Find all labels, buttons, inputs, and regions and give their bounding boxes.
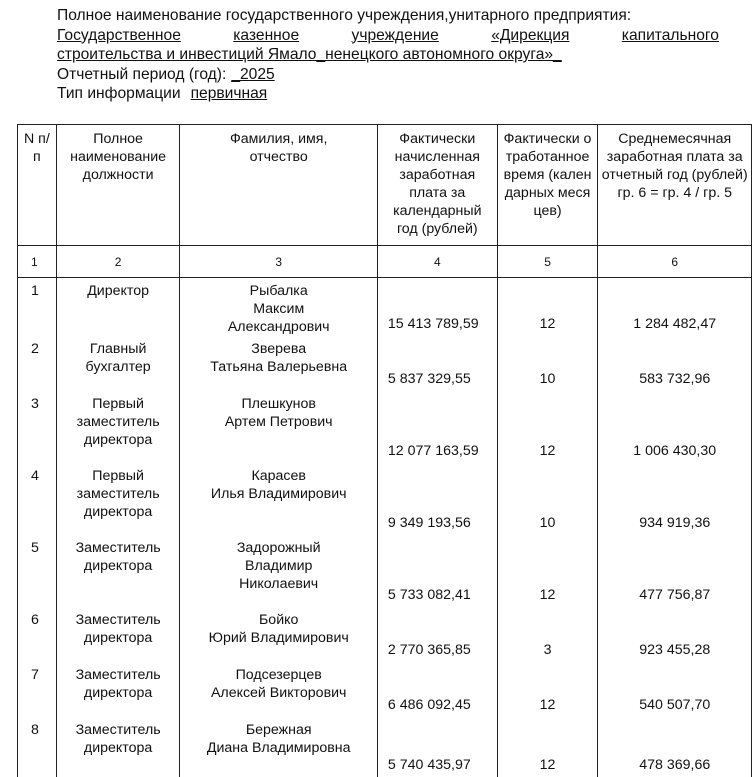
name-cell-text: Плешкунов (241, 396, 315, 412)
salary-cell (377, 535, 497, 607)
header-line-2 (57, 26, 719, 46)
average-cell (598, 662, 752, 717)
average-cell-text: 478 369,66 (639, 757, 710, 773)
average-cell-text: 934 919,36 (639, 515, 710, 531)
row-number (18, 607, 57, 662)
position-cell-text: директора (84, 558, 152, 574)
column-number: 5 (497, 246, 598, 278)
column-header-months: Фактически отработанное время (календарных месяцев) (497, 125, 598, 246)
position-cell-text: Директор (87, 283, 149, 299)
header-word: Государственное (57, 26, 181, 46)
average-cell-text: 583 732,96 (639, 371, 710, 387)
period-label: Отчетный период (год): (57, 66, 226, 83)
name-cell-text: Бережная (246, 722, 312, 738)
salary-cell-text: 5 733 082,41 (388, 587, 471, 603)
months-cell (497, 535, 598, 607)
column-numbers-row (18, 246, 752, 278)
period-value: _2025 (231, 66, 274, 83)
months-cell-text: 12 (540, 316, 556, 332)
salary-cell (377, 717, 497, 777)
position-cell-text: Заместитель (76, 612, 161, 628)
name-cell-text: Николаевич (239, 576, 318, 592)
position-cell-text: директора (84, 504, 152, 520)
name-cell (180, 535, 377, 607)
position-cell-text: заместитель (77, 486, 160, 502)
position-cell (56, 463, 180, 535)
header-word: учреждение (352, 26, 439, 46)
months-cell-text: 3 (544, 642, 552, 658)
salary-cell (377, 278, 497, 337)
table-row (18, 535, 752, 607)
header-line-1: Полное наименование государственного учреждения,унитарного предприятия: (57, 6, 719, 26)
salary-table (17, 124, 752, 777)
info-type (57, 84, 719, 104)
header-word: капитального (622, 26, 719, 46)
average-cell (598, 607, 752, 662)
name-cell-text: Диана Владимировна (207, 740, 351, 756)
table-row (18, 463, 752, 535)
salary-cell (377, 391, 497, 463)
salary-cell-text: 5 740 435,97 (388, 757, 471, 773)
name-cell (180, 717, 377, 777)
name-cell (180, 278, 377, 337)
position-cell (56, 336, 180, 391)
row-number-text: 1 (31, 283, 39, 299)
average-cell (598, 391, 752, 463)
column-header-n: N п/п (18, 125, 57, 246)
row-number (18, 463, 57, 535)
name-cell-text: Владимир (245, 558, 312, 574)
name-cell-text: Зверева (251, 341, 306, 357)
column-number: 2 (56, 246, 180, 278)
position-cell-text: Заместитель (76, 540, 161, 556)
name-cell-text: Татьяна Валерьевна (210, 359, 347, 375)
name-cell-text: Илья Владимирович (211, 486, 347, 502)
row-number-text: 6 (31, 612, 39, 628)
name-cell-text: Бойко (259, 612, 298, 628)
table-row (18, 336, 752, 391)
name-cell-text: Задорожный (237, 540, 321, 556)
header-word: «Дирекция (491, 26, 569, 46)
months-cell (497, 278, 598, 337)
months-cell-text: 12 (540, 587, 556, 603)
position-cell-text: Заместитель (76, 722, 161, 738)
header-word: казенное (233, 26, 299, 46)
position-cell (56, 607, 180, 662)
months-cell-text: 12 (540, 757, 556, 773)
row-number (18, 336, 57, 391)
average-cell (598, 463, 752, 535)
position-cell-text: директора (84, 685, 152, 701)
salary-cell-text: 15 413 789,59 (388, 316, 479, 332)
position-cell (56, 278, 180, 337)
column-number: 4 (377, 246, 497, 278)
position-cell (56, 662, 180, 717)
average-cell (598, 535, 752, 607)
row-number-text: 8 (31, 722, 39, 738)
position-cell-text: бухгалтер (86, 359, 151, 375)
row-number (18, 278, 57, 337)
position-cell-text: Главный (90, 341, 147, 357)
table-row (18, 278, 752, 337)
table-row (18, 662, 752, 717)
row-number-text: 3 (31, 396, 39, 412)
name-cell (180, 463, 377, 535)
months-cell-text: 12 (540, 697, 556, 713)
name-cell-text: Карасев (251, 468, 305, 484)
info-value: первичная (191, 85, 268, 102)
header-line-3: строительства и инвестиций Ямало_ненецкого автономного округа»_ (57, 45, 719, 65)
months-cell-text: 12 (540, 443, 556, 459)
salary-cell (377, 463, 497, 535)
table-row (18, 607, 752, 662)
row-number-text: 2 (31, 341, 39, 357)
salary-cell (377, 607, 497, 662)
row-number (18, 717, 57, 777)
average-cell-text: 540 507,70 (639, 697, 710, 713)
column-header-name: Фамилия, имя, отчество (180, 125, 377, 246)
months-cell (497, 463, 598, 535)
row-number (18, 662, 57, 717)
name-cell-text: Алексей Викторович (211, 685, 346, 701)
row-number-text: 7 (31, 667, 39, 683)
position-cell-text: заместитель (77, 414, 160, 430)
name-cell (180, 607, 377, 662)
position-cell-text: директора (84, 740, 152, 756)
name-cell-text: Артем Петрович (225, 414, 333, 430)
salary-cell (377, 336, 497, 391)
average-cell-text: 477 756,87 (639, 587, 710, 603)
column-number: 1 (18, 246, 57, 278)
position-cell (56, 717, 180, 777)
table-body (18, 278, 752, 777)
row-number (18, 391, 57, 463)
salary-cell-text: 5 837 329,55 (388, 371, 471, 387)
salary-cell-text: 6 486 092,45 (388, 697, 471, 713)
column-number: 6 (598, 246, 752, 278)
position-cell-text: Заместитель (76, 667, 161, 683)
months-cell-text: 10 (540, 515, 556, 531)
name-cell (180, 662, 377, 717)
salary-cell-text: 9 349 193,56 (388, 515, 471, 531)
name-cell-text: Максим (253, 301, 304, 317)
row-number-text: 5 (31, 540, 39, 556)
average-cell (598, 336, 752, 391)
name-cell (180, 391, 377, 463)
salary-cell-text: 2 770 365,85 (388, 642, 471, 658)
average-cell-text: 1 006 430,30 (633, 443, 716, 459)
reporting-period (57, 65, 719, 85)
info-label: Тип информации (57, 85, 181, 102)
position-cell-text: директора (84, 432, 152, 448)
position-cell-text: Первый (92, 396, 144, 412)
column-header-average: Среднемесячная заработная плата за отчетный год (рублей) гр. 6 = гр. 4 / гр. 5 (598, 125, 752, 246)
months-cell (497, 391, 598, 463)
average-cell (598, 717, 752, 777)
salary-cell-text: 12 077 163,59 (388, 443, 479, 459)
average-cell-text: 923 455,28 (639, 642, 710, 658)
position-cell (56, 391, 180, 463)
position-cell-text: директора (84, 630, 152, 646)
months-cell (497, 717, 598, 777)
document-header (57, 6, 719, 104)
name-cell-text: Подсезерцев (236, 667, 322, 683)
table-row (18, 717, 752, 777)
column-header-position: Полное наименование должности (56, 125, 180, 246)
average-cell-text: 1 284 482,47 (633, 316, 716, 332)
table-header-row (18, 125, 752, 246)
position-cell (56, 535, 180, 607)
name-cell-text: Юрий Владимирович (209, 630, 349, 646)
months-cell (497, 336, 598, 391)
average-cell (598, 278, 752, 337)
months-cell (497, 662, 598, 717)
table-row (18, 391, 752, 463)
row-number (18, 535, 57, 607)
column-number: 3 (180, 246, 377, 278)
name-cell-text: Александрович (228, 319, 330, 335)
months-cell-text: 10 (540, 371, 556, 387)
name-cell-text: Рыбалка (250, 283, 308, 299)
column-header-salary: Фактически начисленная заработная плата за календарный год (рублей) (377, 125, 497, 246)
position-cell-text: Первый (92, 468, 144, 484)
salary-cell (377, 662, 497, 717)
row-number-text: 4 (31, 468, 39, 484)
months-cell (497, 607, 598, 662)
name-cell (180, 336, 377, 391)
